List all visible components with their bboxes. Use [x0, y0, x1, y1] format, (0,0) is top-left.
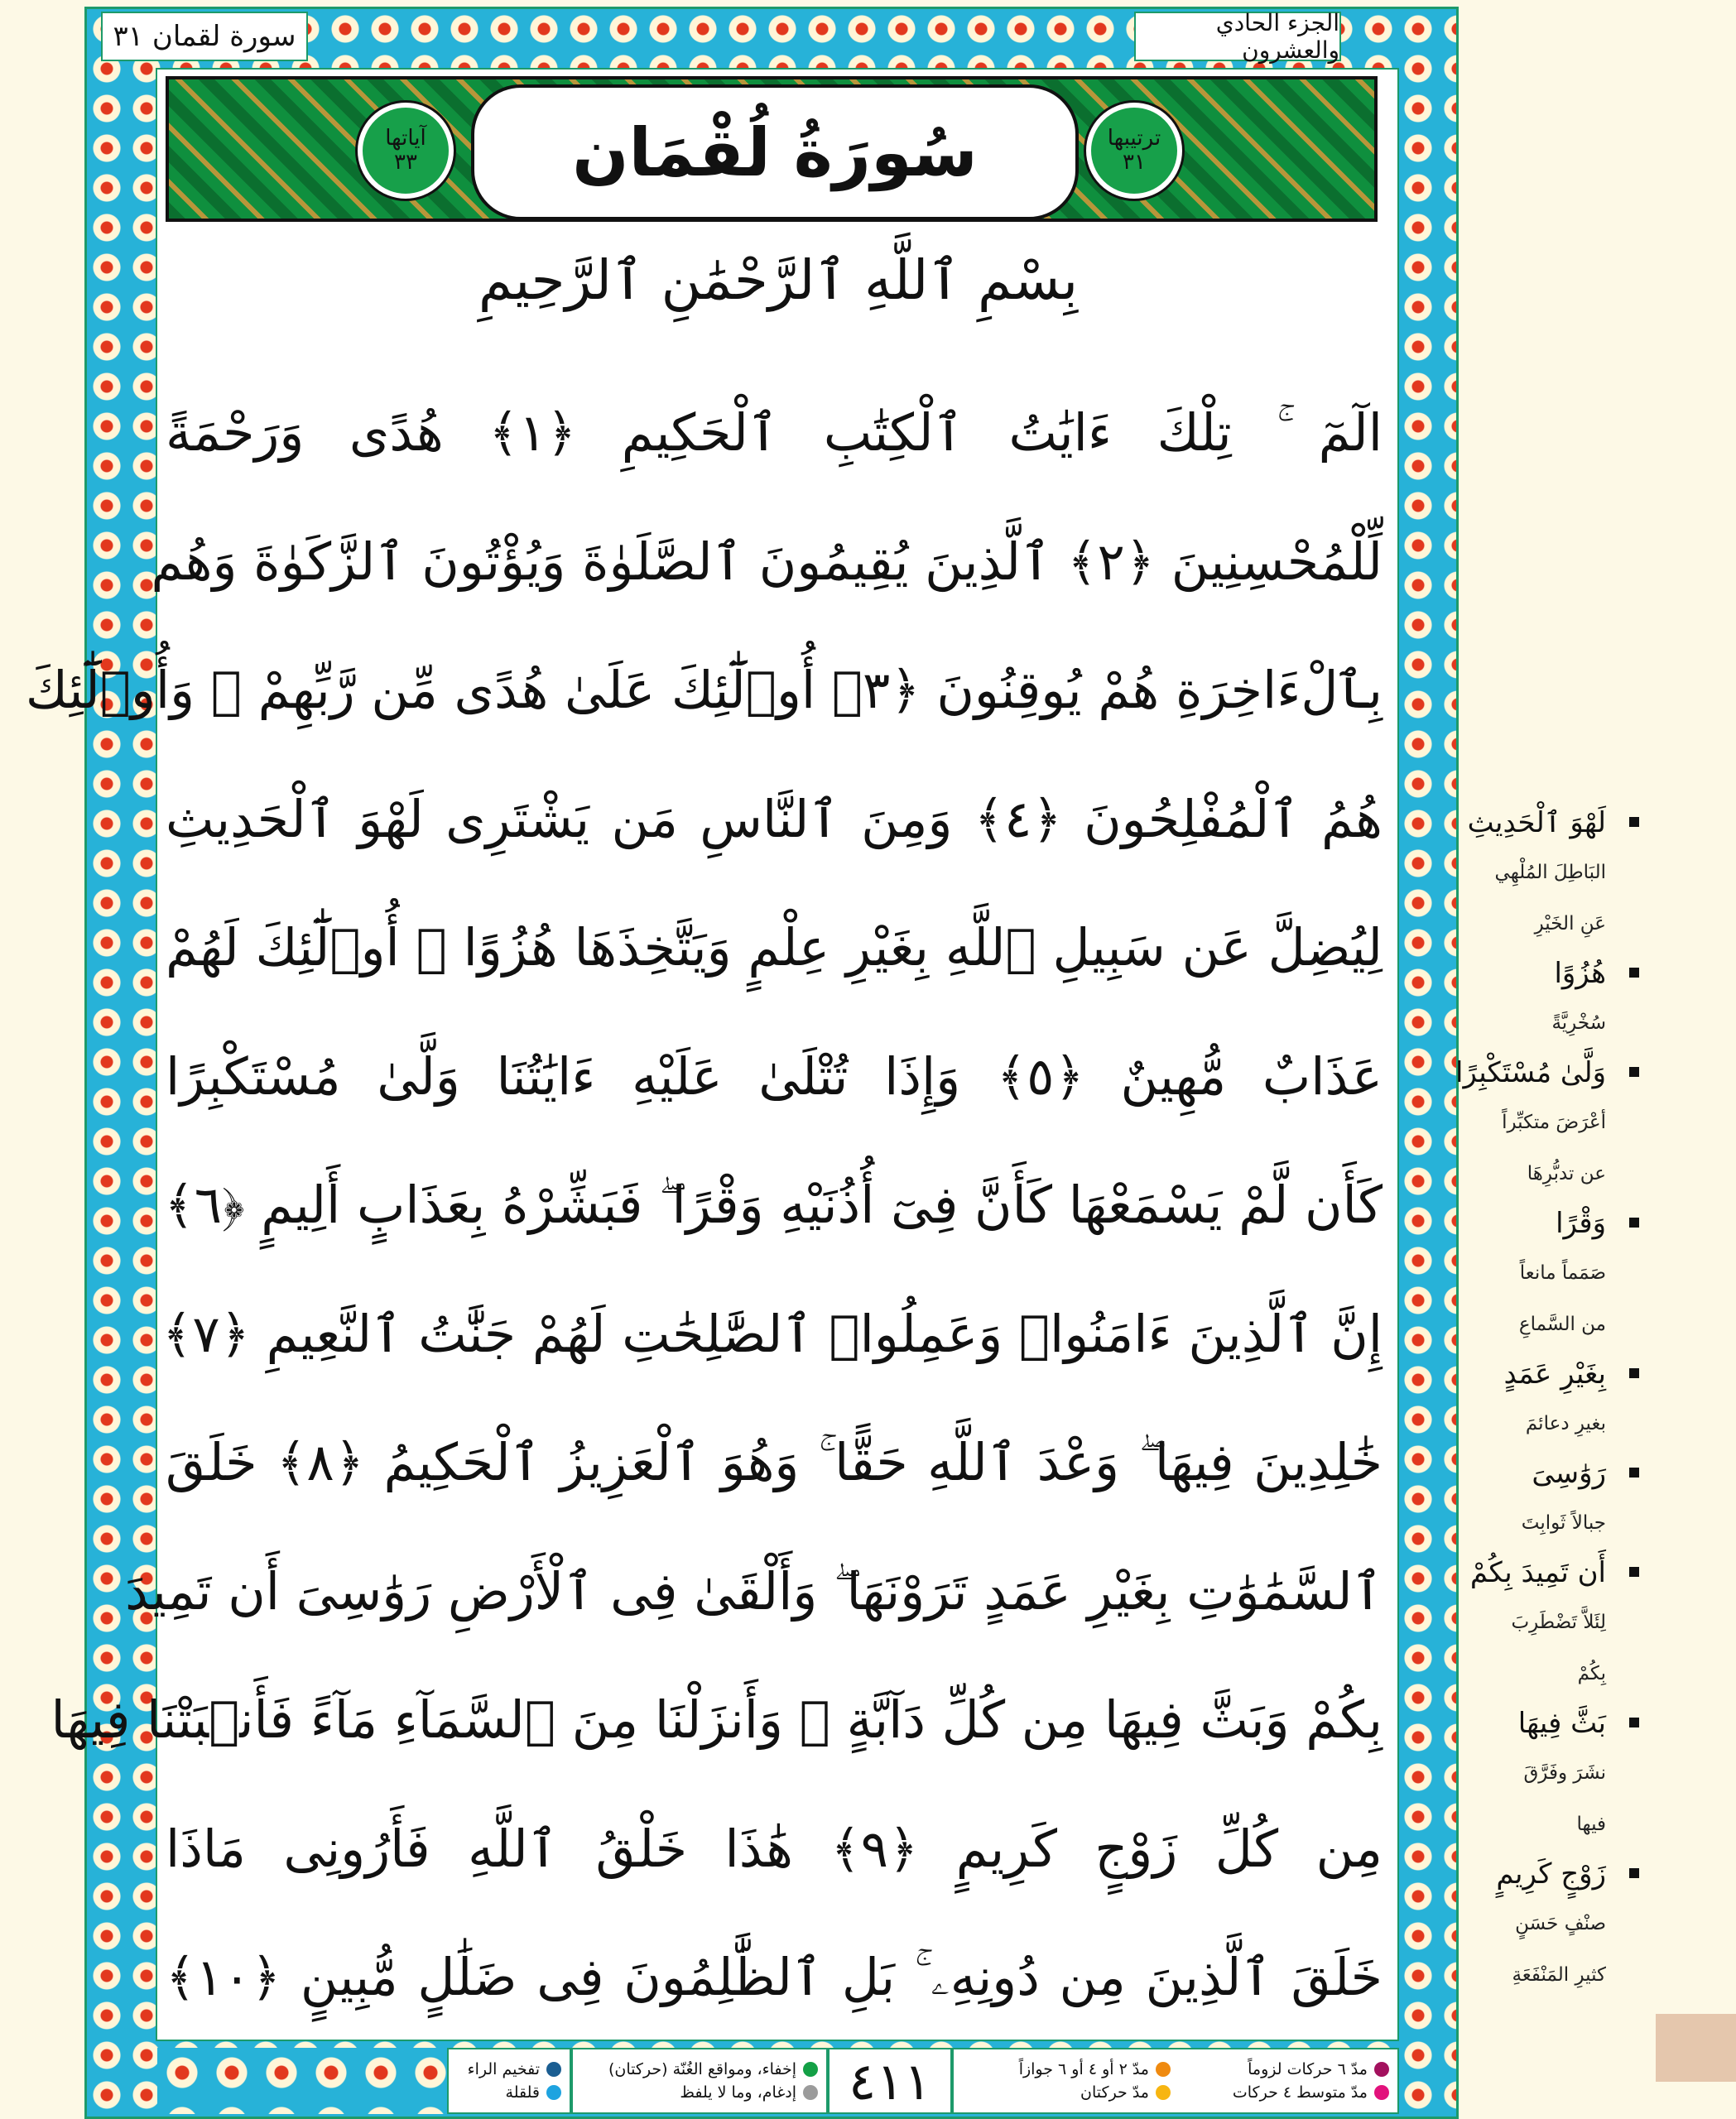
glossary-word: زَوْجٍ كَرِيمٍ: [1496, 1850, 1639, 1898]
text-line: إِنَّ ٱلَّذِينَ ءَامَنُوا۟ وَعَمِلُوا۟ ٱلصَّٰلِحَٰتِ لَهُمْ جَنَّٰتُ ٱلنَّعِيمِ ﴿٧﴾: [162, 1303, 1383, 1364]
color-dot-icon: [803, 2062, 818, 2077]
page-edge-tab: [1656, 2014, 1736, 2082]
legend-item: مدّ ٢ أو ٤ أو ٦ جوازاً: [962, 2060, 1171, 2078]
legend-item: مدّ حركتان: [962, 2083, 1171, 2102]
legend-item: تفخيم الراء: [457, 2060, 561, 2078]
bullet-icon: [1629, 1468, 1639, 1478]
tajweed-legend-footer: [157, 2048, 1399, 2114]
glossary-word: وَقْرًا: [1556, 1199, 1639, 1247]
glossary-meaning: سُخْرِيَّةً: [1551, 1012, 1606, 1034]
legend-item: مدّ متوسط ٤ حركات: [1181, 2083, 1389, 2102]
glossary-meaning: من السَّماعِ: [1518, 1314, 1606, 1335]
verses-count-medallion: [358, 103, 454, 199]
glossary-word: وَلَّىٰ مُسْتَكْبِرًا: [1455, 1049, 1639, 1097]
glossary-meaning: صنْفٍ حَسَنٍ: [1515, 1913, 1606, 1934]
surah-title: سُورَةُ لُقْمَان: [471, 84, 1079, 220]
glossary-meaning: صَمَماً مانعاً: [1519, 1262, 1606, 1284]
color-dot-icon: [803, 2085, 818, 2100]
glossary-sidebar: [1455, 799, 1639, 2001]
legend-item: إخفاء، ومواقع الغُنّة (حركتان): [581, 2060, 818, 2078]
legend-item: قلقلة: [457, 2083, 561, 2102]
ra-qalqala-legend: [447, 2048, 571, 2114]
color-dot-icon: [1374, 2062, 1389, 2077]
color-dot-icon: [1156, 2085, 1171, 2100]
text-line: هُمُ ٱلْمُفْلِحُونَ ﴿٤﴾ وَمِنَ ٱلنَّاسِ مَن يَشْتَرِى لَهْوَ ٱلْحَدِيثِ: [166, 788, 1383, 849]
bullet-icon: [1629, 1567, 1639, 1577]
surah-header-label: سورة لقمان ٣١: [101, 12, 308, 61]
text-line: لِّلْمُحْسِنِينَ ﴿٢﴾ ٱلَّذِينَ يُقِيمُونَ ٱلصَّلَوٰةَ وَيُؤْتُونَ ٱلزَّكَوٰةَ وَهُم: [151, 531, 1383, 592]
glossary-meaning: فيها: [1576, 1814, 1606, 1835]
glossary-word: بَثَّ فِيهَا: [1518, 1699, 1639, 1747]
glossary-meaning: جبالاً ثَوابِتَ: [1521, 1512, 1606, 1534]
madd-legend: [952, 2048, 1399, 2114]
footer-ornament: [157, 2048, 447, 2114]
text-line: بِٱلْءَاخِرَةِ هُمْ يُوقِنُونَ ﴿٣﴾ أُو۟لَٰٓئِكَ عَلَىٰ هُدًى مِّن رَّبِّهِمْ ۖ وَأُو۟لَٰٓئِكَ: [25, 660, 1383, 720]
color-dot-icon: [1156, 2062, 1171, 2077]
text-line: خَلَقَ ٱلَّذِينَ مِن دُونِهِۦ ۚ بَلِ ٱلظَّٰلِمُونَ فِى ضَلَٰلٍ مُّبِينٍ ﴿١٠﴾: [166, 1947, 1383, 2007]
glossary-meaning: لِئَلاَّ تَضْطَرِبَ: [1511, 1612, 1606, 1633]
glossary-meaning: أعْرَضَ متكبِّراً: [1502, 1112, 1606, 1133]
legend-item: مدّ ٦ حركات لزوماً: [1181, 2060, 1389, 2078]
color-dot-icon: [546, 2062, 561, 2077]
glossary-meaning: بِكُمْ: [1577, 1663, 1606, 1684]
glossary-meaning: البَاطِلَ المُلْهِي: [1494, 862, 1606, 883]
glossary-word: لَهْوَ ٱلْحَدِيثِ: [1468, 799, 1639, 847]
ghunna-legend: [571, 2048, 828, 2114]
text-line: ٱلسَّمَٰوَٰتِ بِغَيْرِ عَمَدٍ تَرَوْنَهَا ۖ وَأَلْقَىٰ فِى ٱلْأَرْضِ رَوَٰسِىَ أَن تَمِيدَ: [125, 1560, 1383, 1622]
text-line: عَذَابٌ مُّهِينٌ ﴿٥﴾ وَإِذَا تُتْلَىٰ عَلَيْهِ ءَايَٰتُنَا وَلَّىٰ مُسْتَكْبِرًا: [166, 1045, 1383, 1107]
glossary-meaning: عن تدبُّرِهَا: [1527, 1163, 1606, 1184]
page-number: ٤١١: [828, 2048, 952, 2114]
text-line: بِكُمْ وَبَثَّ فِيهَا مِن كُلِّ دَآبَّةٍ ۚ وَأَنزَلْنَا مِنَ ٱلسَّمَآءِ مَآءً فَأَنۢبَتْنَا فِيهَا: [50, 1689, 1383, 1750]
order-label: ترتيبها: [1107, 126, 1161, 151]
bullet-icon: [1629, 1368, 1639, 1378]
bullet-icon: [1629, 817, 1639, 827]
glossary-meaning: عَنِ الخَيْرِ: [1534, 913, 1606, 935]
glossary-word: أَن تَمِيدَ بِكُمْ: [1470, 1549, 1639, 1597]
bullet-icon: [1629, 1718, 1639, 1727]
color-dot-icon: [1374, 2085, 1389, 2100]
verses-count: ٣٣: [394, 150, 417, 175]
quran-text: [25, 368, 1383, 2042]
legend-item: إدغام، وما لا يلفظ: [581, 2083, 818, 2102]
bullet-icon: [1629, 1868, 1639, 1878]
bullet-icon: [1629, 1218, 1639, 1228]
glossary-word: هُزُوًا: [1554, 949, 1639, 997]
bullet-icon: [1629, 968, 1639, 978]
color-dot-icon: [546, 2085, 561, 2100]
glossary-meaning: نشَرَ وفَرَّقَ: [1523, 1762, 1606, 1784]
text-line: مِن كُلِّ زَوْجٍ كَرِيمٍ ﴿٩﴾ هَٰذَا خَلْقُ ٱللَّهِ فَأَرُونِى مَاذَا: [166, 1818, 1383, 1879]
basmala: بِسْمِ ٱللَّهِ ٱلرَّحْمَٰنِ ٱلرَّحِيمِ: [478, 248, 1079, 312]
surah-banner: [166, 76, 1378, 222]
text-line: كَأَن لَّمْ يَسْمَعْهَا كَأَنَّ فِىٓ أُذُنَيْهِ وَقْرًا ۖ فَبَشِّرْهُ بِعَذَابٍ أَلِيمٍ ﴿٦﴾: [164, 1175, 1383, 1235]
surah-order-medallion: [1086, 103, 1182, 199]
text-line: لِيُضِلَّ عَن سَبِيلِ ٱللَّهِ بِغَيْرِ عِلْمٍ وَيَتَّخِذَهَا هُزُوًا ۚ أُو۟لَٰٓئِكَ لَهُمْ: [166, 917, 1383, 978]
order-number: ٣١: [1123, 150, 1146, 175]
bullet-icon: [1629, 1067, 1639, 1077]
verses-label: آياتها: [385, 126, 426, 151]
glossary-meaning: كثيرِ المَنْفَعَةِ: [1512, 1964, 1606, 1986]
glossary-word: بِغَيْرِ عَمَدٍ: [1504, 1350, 1639, 1398]
glossary-meaning: بغيرِ دعائمَ: [1525, 1413, 1606, 1434]
juz-header-label: الجزء الحادي والعشرون: [1134, 12, 1341, 61]
glossary-word: رَوَٰسِىَ: [1532, 1449, 1639, 1497]
text-line: الٓمٓ ۚ تِلْكَ ءَايَٰتُ ٱلْكِتَٰبِ ٱلْحَكِيمِ ﴿١﴾ هُدًى وَرَحْمَةً: [166, 402, 1383, 463]
text-line: خَٰلِدِينَ فِيهَا ۖ وَعْدَ ٱللَّهِ حَقًّا ۚ وَهُوَ ٱلْعَزِيزُ ٱلْحَكِيمُ ﴿٨﴾ خَلَقَ: [166, 1432, 1383, 1492]
